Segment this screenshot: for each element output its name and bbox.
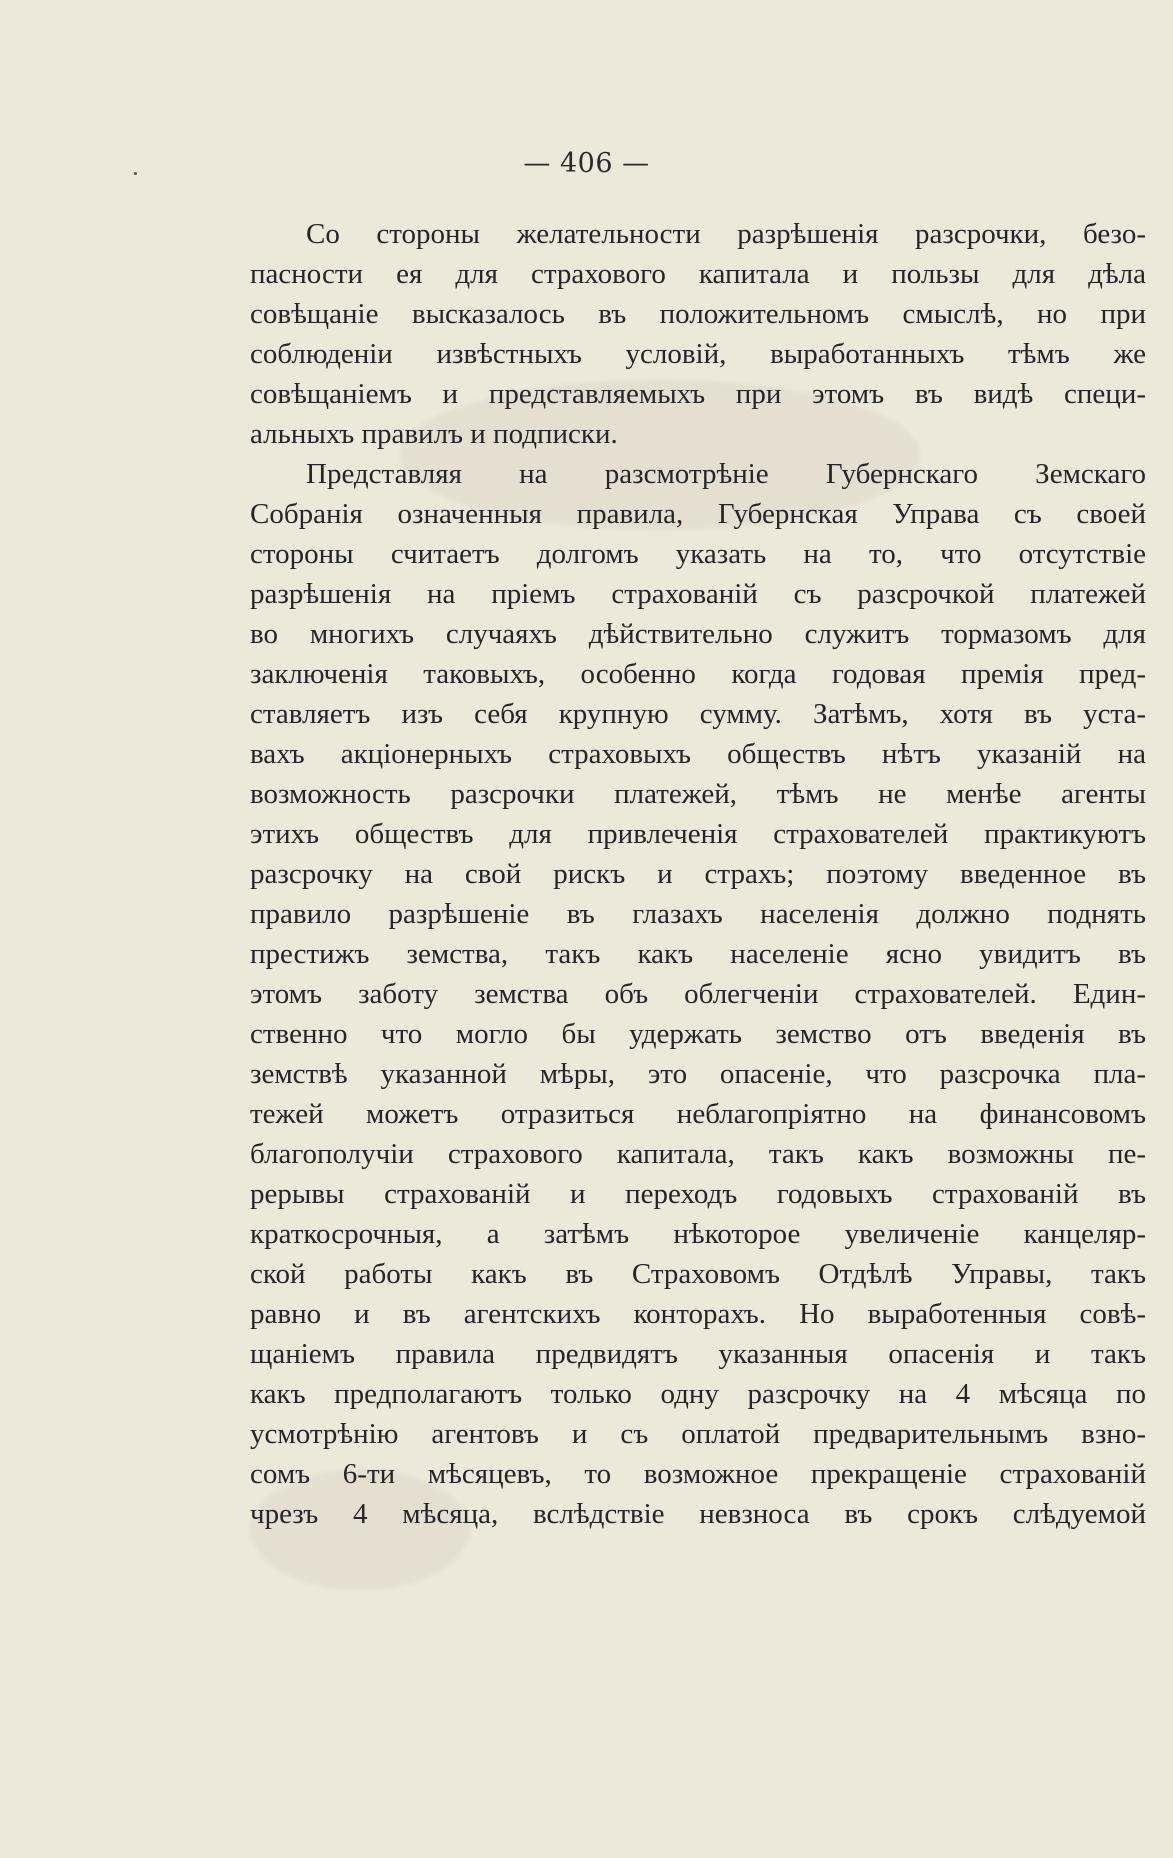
text-line: благополучіи страхового капитала, такъ какъ возможны пе- [250, 1138, 1146, 1170]
text-line: какъ предполагаютъ только одну разсрочку на 4 мѣсяца по [250, 1378, 1146, 1410]
text-line: во многихъ случаяхъ дѣйствительно служитъ тормазомъ для [250, 618, 1146, 650]
text-line: чрезъ 4 мѣсяца, вслѣдствіе невзноса въ срокъ слѣдуемой [250, 1498, 1146, 1530]
paragraph-2 [250, 454, 1146, 1534]
text-line: Со стороны желательности разрѣшенія разсрочки, безо- [306, 218, 1146, 250]
text-line: альныхъ правилъ и подписки. [250, 418, 618, 450]
text-line: ставляетъ изъ себя крупную сумму. Затѣмъ, хотя въ уста- [250, 698, 1146, 730]
text-line: равно и въ агентскихъ конторахъ. Но выработенныя совѣ- [250, 1298, 1146, 1330]
paragraph-1 [250, 214, 1146, 454]
body-text [250, 214, 1146, 1534]
text-line: этихъ обществъ для привлеченія страхователей практикуютъ [250, 818, 1146, 850]
text-line: вахъ акціонерныхъ страховыхъ обществъ нѣтъ указаній на [250, 738, 1146, 770]
text-line: щаніемъ правила предвидятъ указанныя опасенія и такъ [250, 1338, 1146, 1370]
text-line: ственно что могло бы удержать земство отъ введенія въ [250, 1018, 1146, 1050]
text-line: правило разрѣшеніе въ глазахъ населенія должно поднять [250, 898, 1146, 930]
text-line: краткосрочныя, а затѣмъ нѣкоторое увеличеніе канцеляр- [250, 1218, 1146, 1250]
text-line: совѣщаніе высказалось въ положительномъ смыслѣ, но при [250, 298, 1146, 330]
text-line: совѣщаніемъ и представляемыхъ при этомъ въ видѣ специ- [250, 378, 1146, 410]
text-line: пасности ея для страхового капитала и пользы для дѣла [250, 258, 1146, 290]
text-line: ской работы какъ въ Страховомъ Отдѣлѣ Управы, такъ [250, 1258, 1146, 1290]
text-line: стороны считаетъ долгомъ указать на то, что отсутствіе [250, 538, 1146, 570]
text-line: Представляя на разсмотрѣніе Губернскаго Земскаго [306, 458, 1146, 490]
text-line: разрѣшенія на пріемъ страхованій съ разсрочкой платежей [250, 578, 1146, 610]
text-line: этомъ заботу земства объ облегченіи страхователей. Един- [250, 978, 1146, 1010]
text-line: возможность разсрочки платежей, тѣмъ не менѣе агенты [250, 778, 1146, 810]
page-number: — 406 — [523, 148, 650, 179]
text-line: усмотрѣнію агентовъ и съ оплатой предварительнымъ взно- [250, 1418, 1146, 1450]
text-line: разсрочку на свой рискъ и страхъ; поэтому введенное въ [250, 858, 1146, 890]
text-line: сомъ 6-ти мѣсяцевъ, то возможное прекращеніе страхованій [250, 1458, 1146, 1490]
text-line: соблюденіи извѣстныхъ условій, выработанныхъ тѣмъ же [250, 338, 1146, 370]
text-line: земствѣ указанной мѣры, это опасеніе, что разсрочка пла- [250, 1058, 1146, 1090]
text-line: тежей можетъ отразиться неблагопріятно на финансовомъ [250, 1098, 1146, 1130]
text-line: заключенія таковыхъ, особенно когда годовая премія пред- [250, 658, 1146, 690]
text-line: Собранія означенныя правила, Губернская Управа съ своей [250, 498, 1146, 530]
text-line: рерывы страхованій и переходъ годовыхъ страхованій въ [250, 1178, 1146, 1210]
text-line: престижъ земства, такъ какъ населеніе ясно увидитъ въ [250, 938, 1146, 970]
